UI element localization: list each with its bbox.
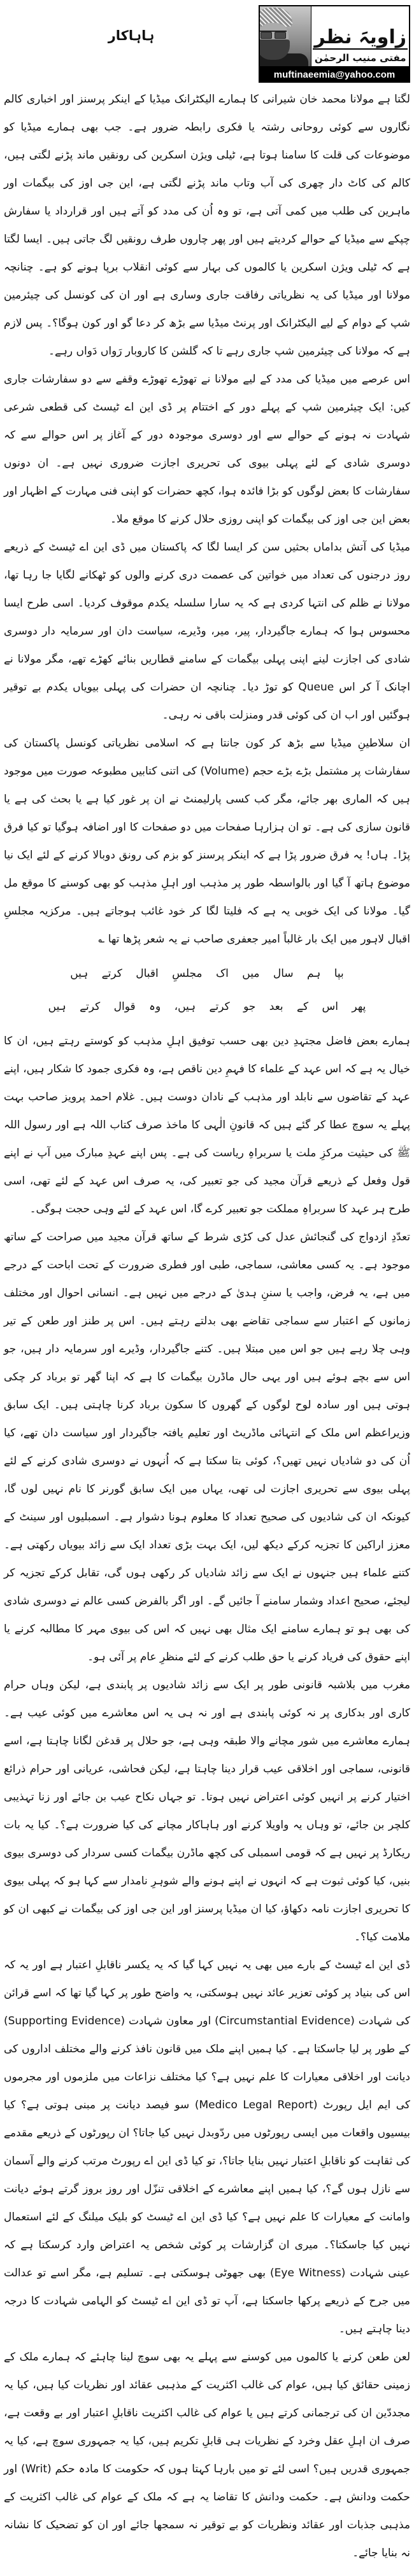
column-header (4, 3, 410, 84)
photo-glasses (260, 31, 287, 38)
paragraph: لعن طعن کرنے یا کالموں میں کوسنے سے پہلے یہ بھی سوچ لینا چاہئے کہ ہمارے ملک کے زمینی حقائق کیا ہیں، عوام کی غالب اکثریت کے مذہبی عقائد اور نظریات کیا ہیں، کیا یہ مجددّین ان کی ترجمانی کرتے ہیں یا عوام کی غالب اکثریت ناقابلِ اعتبار اور بے وقعت ہے، صرف ان اہلِ عقل وخرد کے نظریات ہی قابلِ تکریم ہیں، کیا یہ جمہوری سوچ ہے، کیا یہ جمہوری قدریں ہیں؟ اسی لئے تو میں بارہا کہتا ہوں کہ حکومت کا مادہ حکم (Writ) اور حکمت ودانش ہے۔ حکمت ودانش کا تقاضا یہ ہے کہ ملک کے عوام کی غالب اکثریت کے مذہبی جذبات اور عقائد ونظریات کو بے توقیر نہ سمجھا جائے اور ان کو تضحیک کا نشانہ نہ بنایا جائے۔ (4, 2351, 410, 2559)
paragraph: تعدّدِ ازدواج کی گنجائش عدل کی کڑی شرط کے ساتھ قرآن مجید میں صراحت کے ساتھ موجود ہے۔ یہ کسی معاشی، سماجی، طبی اور فطری ضرورت کے تحت اباحت کے درجے میں ہے، یہ فرض، واجب یا سننِ ہدیٰ کے درجے میں نہیں ہے۔ انسانی احوال اور مختلف زمانوں کے اعتبار سے سماجی تقاضے بھی بدلتے رہتے ہیں۔ اس پر طنز اور طعن کے تیر وہی چلا رہے ہیں جو اس میں مبتلا ہیں۔ کتنے جاگیردار، وڈیرے اور سرمایہ دار ہیں، جو اس سے بچے ہوئے ہیں اور یہی حال ماڈرن بیگمات کا ہے کہ اپنا گھر تو برباد کر چکی ہوتی ہیں اور سادہ لوح لوگوں کے گھروں کا سکون برباد کرنا چاہتی ہیں۔ ایک سابق وزیراعظم اس ملک کے انتہائی ماڈریٹ اور تعلیم یافتہ جاگیردار اور سیاست دان تھے، کیا اُن کی دو شادیاں نہیں تھیں؟، کوئی بتا سکتا ہے کہ اُنہوں نے دوسری شادی کرنے کے لئے پہلی بیوی سے تحریری اجازت لی تھی، یہاں میں ایک سابق گورنر کا نام نہیں لوں گا، کیونکہ ان کی شادیوں کی صحیح تعداد کا معلوم ہونا دشوار ہے۔ اسمبلیوں اور سینٹ کے معزز اراکین کا تجزیہ کرکے دیکھ لیں، ایک بہت بڑی تعداد ایک سے زائد بیویاں رکھتی ہے۔ کتنے علماء ہیں جنہوں نے ایک سے زائد شادیاں کر رکھی ہوں گی، تقابل کرکے تجزیہ کر لیجئے، صحیح اعداد وشمار سامنے آ جائیں گے۔ اور اگر بالفرض کسی عالم نے دوسری شادی کی بھی ہو تو ہمارے سامنے ایک مثال بھی نہیں کہ اس کی بیوی مہر کا مطالبہ کرنے یا اپنے حقوق کی فریاد کرنے یا حق طلب کرنے کے لئے منظرِ عام پر آئی ہو۔ (4, 1231, 410, 1663)
author-email: muftinaeemia@yahoo.com (259, 67, 410, 83)
paragraph: ہمارے بعض فاضل مجتہدِ دین بھی حسب توفیق اہلِ مذہب کو کوستے رہتے ہیں، ان کا خیال یہ ہے کہ اس عہد کے علماء کا فہمِ دین ناقص ہے، وہ فکری جمود کا شکار ہیں، اپنے عہد کے تقاضوں سے نابلد اور مذہب کے نادان دوست ہیں۔ غلام احمد پرویز صاحب بہت پہلے یہ سوچ عطا کر گئے ہیں کہ قانونِ الٰہی کا ماخذ صرف کتاب اللہ ہے اور رسول اللہ ﷺ کی حیثیت مرکزِ ملت یا سربراہِ ریاست کی ہے۔ پس اپنے عہدِ مبارک میں آپ نے اپنے قول وفعل کے ذریعے قرآن مجید کی جو تعبیر کی، یہ صرف اس عہد کے لئے تھی، اسی طرح ہر عہد کا سربراہِ مملکت جو تعبیر کرے گا، اس عہد کے لئے وہی حجت ہوگی۔ (4, 1035, 410, 1215)
masthead (259, 5, 410, 83)
author-photo (259, 6, 311, 66)
poetry-couplet (4, 957, 410, 1023)
masthead-title-block (311, 6, 409, 66)
verse-line-1: بپا ہم سال میں اک مجلسِ اقبال کرتے ہیں (70, 967, 344, 980)
verse-line-2: پھر اس کے بعد جو کرتے ہیں، وہ قوال کرتے ہیں (48, 1000, 366, 1013)
paragraph: لگتا ہے مولانا محمد خان شیرانی کا ہمارے الیکٹرانک میڈیا کے اینکر پرسنز اور اخباری کالم نگاروں سے کوئی روحانی رشتہ یا فکری رابطہ ضرور ہے۔ جب بھی ہمارے میڈیا کو موضوعات کی قلت کا سامنا ہوتا ہے، ٹیلی ویژن اسکرین کی رونقیں ماند پڑنے لگتی ہیں، کالم کی کاٹ دار چھری کی آب وتاب ماند پڑنے لگتی ہے، این جی اوز کی بیگمات اور ماہرین کی طلب میں کمی آتی ہے، تو وہ اُن کی مدد کو آتے ہیں اور قرارداد یا سفارش چپکے سے میڈیا کے حوالے کردیتے ہیں اور پھر چاروں طرف رونقیں لگ جاتی ہیں۔ ایسا لگتا ہے کہ ٹیلی ویژن اسکرین یا کالموں کی بہار سے کوئی انقلاب برپا ہونے کو ہے۔ چنانچہ مولانا اور میڈیا کی یہ نظریاتی رفاقت جاری وساری ہے اور ان کی کونسل کی چیئرمین شپ کے دوام کے لیے الیکٹرانک اور پرنٹ میڈیا سے بڑھ کر دعا گو اور کون ہوگا؟۔ پس لازم ہے کہ مولانا کی چیئرمین شپ جاری رہے تا کہ گلشن کا کاروبار رَواں دَواں رہے۔ (4, 93, 410, 358)
masthead-box (259, 5, 410, 67)
paragraph: مغرب میں بلاشبہ قانونی طور پر ایک سے زائد شادیوں پر پابندی ہے، لیکن وہاں حرام کاری اور بدکاری پر نہ کوئی پابندی ہے اور نہ ہی یہ اس معاشرے میں کوئی عیب ہے۔ ہمارے معاشرے میں شور مچانے والا طبقہ وہی ہے، جو حلال پر قدغن لگانا چاہتا ہے، اسے قانونی، سماجی اور اخلاقی عیب قرار دینا چاہتا ہے، لیکن فحاشی، عریانی اور حرام ذرائع اختیار کرنے پر انہیں کوئی اعتراض نہیں ہوتا۔ تو جہاں نکاح عیب بن جائے اور زنا تہذیبی کلچر بن جائے، تو وہاں یہ واویلا کرنے اور ہاہاکار مچانے کی کیا ضرورت ہے؟۔ کیا یہ بات ریکارڈ پر نہیں ہے کہ قومی اسمبلی کی کچھ ماڈرن بیگمات کسی سردار کی دوسری بیوی بنیں، کیا کوئی ثبوت ہے کہ انہوں نے اپنے ہونے والے شوہرِ نامدار سے کہا ہو کہ پہلی بیوی کا تحریری اجازت نامہ دکھاؤ، کیا ان میڈیا پرسنز اور این جی اوز کی بیگمات نے کبھی ان کو ملامت کیا؟۔ (4, 1679, 410, 1943)
column-title-calligraphy: زاویہَ نظر (313, 27, 408, 50)
article-body (4, 85, 410, 2567)
author-name: مفتی منیب الرحمٰن (314, 52, 406, 64)
paragraph: ان سلاطینِ میڈیا سے بڑھ کر کون جانتا ہے کہ اسلامی نظریاتی کونسل پاکستان کی سفارشات پر مشتمل بڑے بڑے حجم (Volume) کی اتنی کتابیں مطبوعہ صورت میں موجود ہیں کہ الماری بھر جائے، مگر کب کسی پارلیمنٹ نے ان پر غور کیا ہے یا بحث کی ہے یا قانون سازی کی ہے۔ تو ان ہزارہا صفحات میں دو صفحات کا اور اضافہ ہوگیا تو کیا فرق پڑا۔ ہاں! یہ فرق ضرور پڑا ہے کہ اینکر پرسنز کو بزم کی رونق دوبالا کرنے کے لئے ایک نیا موضوع ہاتھ آ گیا اور بالواسطہ طور پر مذہب اور اہلِ مذہب کو بھی کوسنے کا موقع مل گیا۔ مولانا کی ایک خوبی یہ ہے کہ فلیتا لگا کر خود غائب ہوجاتے ہیں۔ مرکزیہ مجلسِ اقبال لاہور میں ایک بار غالباً امیر جعفری صاحب نے یہ شعر پڑھا تھا ؎ (4, 737, 411, 946)
paragraph: میڈیا کی آتش بداماں بحثیں سن کر ایسا لگا کہ پاکستان میں ڈی این اے ٹیسٹ کے ذریعے روز درجنوں کی تعداد میں خواتین کی عصمت دری کرنے والوں کو ٹھکانے لگایا جا رہا تھا، مولانا نے ظلم کی انتہا کردی ہے کہ یہ سارا سلسلہ یکدم موقوف کردیا۔ اسی طرح ایسا محسوس ہوا کہ ہمارے جاگیردار، پیر، میر، وڈیرے، سیاست دان اور سرمایہ دار دوسری شادی کی اجازت لینے اپنی پہلی بیگمات کے سامنے قطاریں بنائے کھڑے تھے، مگر مولانا نے اچانک آ کر اس Queue کو توڑ دیا۔ چنانچہ ان حضرات کی پہلی بیویاں یکدم بے توقیر ہوگئیں اور اب ان کی کوئی قدر ومنزلت باقی نہ رہی۔ (4, 541, 410, 722)
article-title: ہاہاکار (108, 28, 155, 43)
paragraph: اس عرصے میں میڈیا کی مدد کے لیے مولانا نے تھوڑے تھوڑے وقفے سے دو سفارشات جاری کیں: ایک چیئرمین شپ کے پہلے دور کے اختتام پر ڈی این اے ٹیسٹ کی قطعی شرعی شہادت نہ ہونے کے حوالے سے اور دوسری موجودہ دور کے آغاز پر اس حوالے سے کہ دوسری شادی کے لئے پہلی بیوی کی تحریری اجازت ضروری نہیں ہے۔ ان دونوں سفارشات کا بعض لوگوں کو بڑا فائدہ ہوا، کچھ حضرات کو اپنی فنی مہارت کے اظہار اور بعض این جی اوز کی بیگمات کو اپنی روزی حلال کرنے کا موقع ملا۔ (4, 373, 410, 526)
paragraph: ڈی این اے ٹیسٹ کے بارے میں بھی یہ نہیں کہا گیا کہ یہ یکسر ناقابلِ اعتبار ہے اور یہ کہ اس کی بنیاد پر کوئی تعزیر عائد نہیں ہوسکتی، یہ واضح طور پر کہا گیا تھا کہ اسے قرائن کی شہادت (Circumstantial Evidence) اور معاون شہادت (Supporting Evidence) کے طور پر لیا جاسکتا ہے۔ کیا ہمیں اپنے ملک میں قانون نافذ کرنے والے مختلف اداروں کی دیانت اور اخلاقی معیارات کا علم نہیں ہے؟ کیا مختلف نزاعات میں ملزموں اور مجرموں کی ایم ایل رپورٹ (Medico Legal Report) سو فیصد دیانت پر مبنی ہوتی ہے؟ کیا بیسیوں واقعات میں ایسی رپورٹوں میں ردّوبدل نہیں کیا جاتا؟ ان رپورٹوں کے ذریعے مقدمے کی ثقاہت کو ناقابلِ اعتبار نہیں بنایا جاتا؟، تو کیا ڈی این اے رپورٹ مرتب کرنے والے آسمان سے نازل ہوں گے؟، کیا ہمیں اپنے معاشرے کے اخلاقی تنزّل اور روز بروز گرتے ہوئے دیانت وامانت کے معیارات کا علم نہیں ہے؟ کیا ڈی این اے ٹیسٹ کو بلیک میلنگ کے لئے استعمال نہیں کیا جاسکتا؟۔ میری ان گزارشات پر کوئی شخص یہ اعتراض وارد کرسکتا ہے کہ عینی شہادت (Eye Witness) بھی جھوٹی ہوسکتی ہے۔ تسلیم ہے، مگر اسے تو عدالت میں جرح کے ذریعے پرکھا جاسکتا ہے، آپ تو ڈی این اے ٹیسٹ کو الہامی شہادت کا درجہ دینا چاہتے ہیں۔ (4, 1959, 410, 2335)
